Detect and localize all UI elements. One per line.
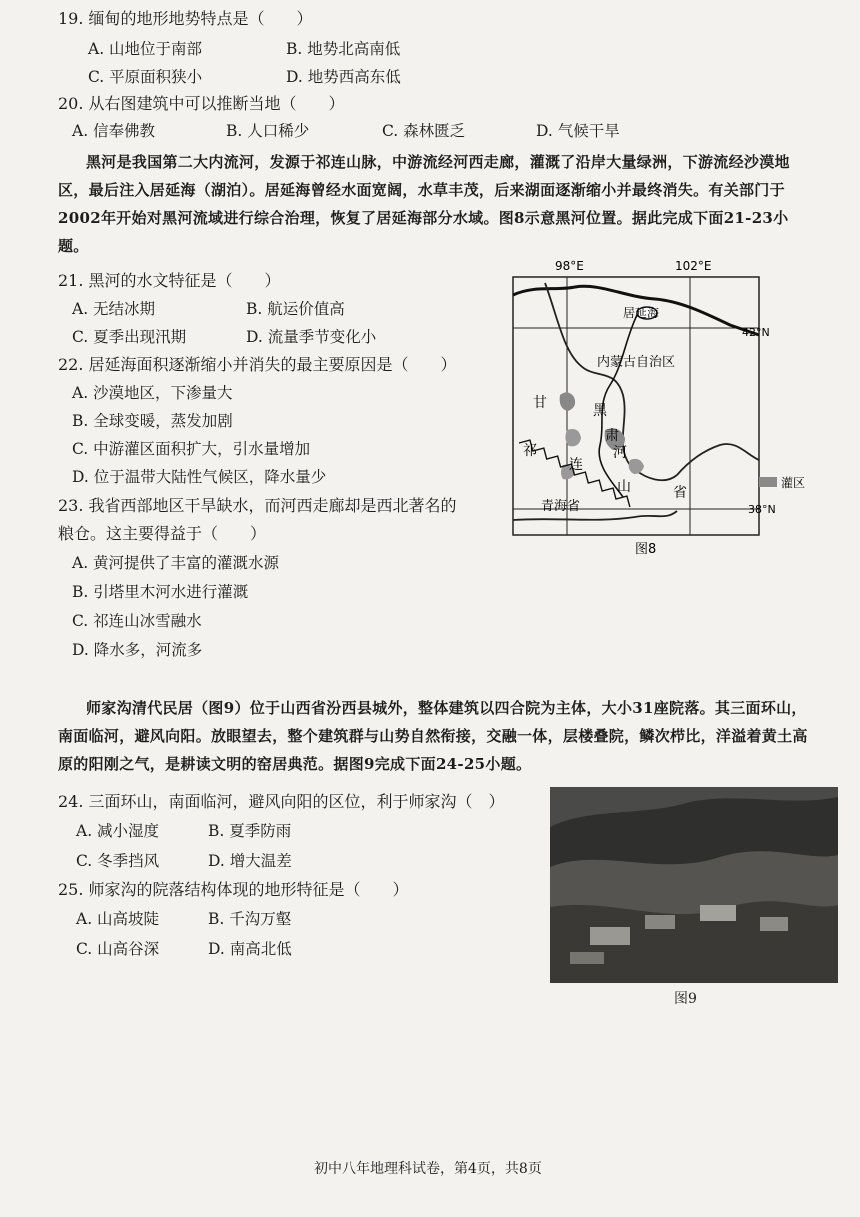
- label-hei: 黑: [593, 403, 607, 419]
- q21-stem: 21. 黑河的水文特征是（ ）: [58, 271, 281, 290]
- label-sheng: 省: [673, 485, 687, 501]
- q20-stem: 20. 从右图建筑中可以推断当地（ ）: [58, 94, 345, 113]
- qinghai-label: 青海省: [541, 499, 581, 514]
- label-he: 河: [613, 445, 627, 461]
- q23-option-b: B. 引塔里木河水进行灌溉: [72, 583, 249, 601]
- map-caption: 图8: [635, 542, 657, 555]
- page-footer: 初中八年地理科试卷，第4页，共8页: [314, 1161, 542, 1177]
- lon-102-label: 102°E: [675, 259, 712, 273]
- q25-option-c: C. 山高谷深: [76, 940, 160, 958]
- q19-stem: 19. 缅甸的地形地势特点是（ ）: [58, 9, 313, 28]
- region-label: 内蒙古自治区: [597, 355, 676, 370]
- label-lian: 连: [569, 457, 583, 473]
- q19-option-d: D. 地势西高东低: [286, 68, 401, 86]
- lon-98-label: 98°E: [555, 259, 584, 273]
- q20-option-b: B. 人口稀少: [226, 122, 310, 140]
- q19-option-b: B. 地势北高南低: [286, 40, 401, 58]
- q23-option-d: D. 降水多，河流多: [72, 641, 203, 659]
- q23-stem-line1: 23. 我省西部地区干旱缺水，而河西走廊却是西北著名的: [58, 496, 457, 515]
- q24-stem: 24. 三面环山，南面临河，避风向阳的区位，利于师家沟（ ）: [58, 792, 505, 811]
- q22-option-d: D. 位于温带大陆性气候区，降水量少: [72, 468, 327, 486]
- label-su: 肃: [605, 428, 619, 444]
- lat-42-label: 42°N: [742, 326, 770, 339]
- q23-stem-line2: 粮仓。这主要得益于（ ）: [58, 524, 267, 543]
- q21-option-c: C. 夏季出现汛期: [72, 328, 187, 346]
- label-shan: 山: [617, 479, 631, 495]
- q24-option-a: A. 减小湿度: [76, 822, 160, 840]
- q20-option-a: A. 信奉佛教: [72, 122, 156, 140]
- q24-option-d: D. 增大温差: [208, 852, 292, 870]
- q23-option-a: A. 黄河提供了丰富的灌溉水源: [72, 554, 280, 572]
- q25-stem: 25. 师家沟的院落结构体现的地形特征是（ ）: [58, 880, 409, 899]
- q23-option-c: C. 祁连山冰雪融水: [72, 612, 202, 630]
- q21-option-a: A. 无结冰期: [72, 300, 156, 318]
- passage-shijiagou: 师家沟清代民居（图9）位于山西省汾西县城外，整体建筑以四合院为主体，大小31座院落。其三面环山，南面临河，避风向阳。放眼望去，整个建筑群与山势自然衔接，交融一体，层楼叠院，鳞次栉比，洋溢着黄土高原的阳刚之气，是耕读文明的窑居典范。据图9完成下面24-25小题。: [58, 699, 808, 773]
- q22-stem: 22. 居延海面积逐渐缩小并消失的最主要原因是（ ）: [58, 355, 457, 374]
- heihe-map: [505, 255, 825, 555]
- q24-option-c: C. 冬季挡风: [76, 852, 160, 870]
- passage-heihe: 黑河是我国第二大内流河，发源于祁连山脉，中游流经河西走廊，灌溉了沿岸大量绿洲，下游流经沙漠地区，最后注入居延海（湖泊）。居延海曾经水面宽阔，水草丰茂，后来湖面逐渐缩小并最终消失。有关部门于2002年开始对黑河流域进行综合治理，恢复了居延海部分水域。图8示意黑河位置。据此完成下面21-23小题。: [58, 153, 790, 255]
- q20-option-d: D. 气候干旱: [536, 122, 620, 140]
- legend-swatch: [759, 477, 777, 487]
- q20-option-c: C. 森林匮乏: [382, 122, 466, 140]
- q19-option-c: C. 平原面积狭小: [88, 68, 203, 86]
- q22-option-c: C. 中游灌区面积扩大，引水量增加: [72, 440, 311, 458]
- label-gan: 甘: [533, 395, 547, 411]
- legend-label: 灌区: [781, 476, 806, 490]
- label-qi: 祁: [523, 443, 537, 459]
- q25-option-d: D. 南高北低: [208, 940, 292, 958]
- lat-38-label: 38°N: [748, 503, 776, 516]
- q24-option-b: B. 夏季防雨: [208, 822, 292, 840]
- shijiagou-photo: [550, 787, 838, 983]
- photo-caption: 图9: [674, 991, 697, 1007]
- q22-option-b: B. 全球变暖，蒸发加剧: [72, 412, 233, 430]
- q22-option-a: A. 沙漠地区，下渗量大: [72, 384, 233, 402]
- q25-option-b: B. 千沟万壑: [208, 910, 292, 928]
- q19-option-a: A. 山地位于南部: [88, 40, 203, 58]
- q21-option-b: B. 航运价值高: [246, 300, 345, 318]
- q25-option-a: A. 山高坡陡: [76, 910, 160, 928]
- q21-option-d: D. 流量季节变化小: [246, 328, 377, 346]
- lake-label: 居延海: [623, 306, 660, 320]
